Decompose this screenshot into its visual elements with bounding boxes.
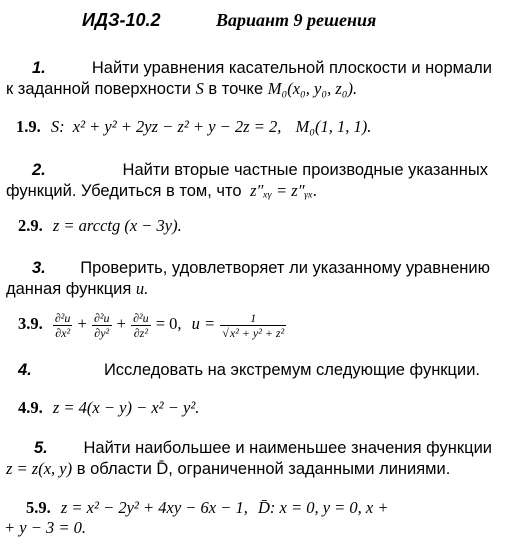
task3-text-a: Проверить, удовлетворяет ли указанному уравнению xyxy=(80,259,490,277)
task1-item-label: 1.9. xyxy=(16,117,41,136)
task5-func: z = z(x, y) xyxy=(6,459,73,478)
task2-number: 2. xyxy=(32,161,46,179)
task1-point: M₀(x₀, y₀, z₀). xyxy=(267,79,358,98)
task4-item xyxy=(18,398,199,418)
plus-sign-2: + xyxy=(116,314,126,333)
d2u-dz2-numerator: ∂²u xyxy=(133,310,149,325)
task1-heading-line2 xyxy=(6,79,357,99)
task2-function: z = arcctg (x − 3y). xyxy=(52,216,182,235)
task5-heading-line2 xyxy=(6,459,450,479)
task2-text-a: Найти вторые частные производные указанных xyxy=(122,161,488,179)
task1-equation: x² + y² + 2yz − z² + y − 2z = 2, xyxy=(72,117,282,136)
task4-number: 4. xyxy=(18,361,32,379)
task4-heading xyxy=(18,360,480,380)
task1-heading-line1 xyxy=(32,58,492,78)
task4-item-label: 4.9. xyxy=(18,398,43,417)
task5-function: z = x² − 2y² + 4xy − 6x − 1, xyxy=(60,498,248,517)
u-fraction-numerator: 1 xyxy=(250,310,257,325)
task3-u: u. xyxy=(135,279,149,298)
d2u-dx2-numerator: ∂²u xyxy=(54,310,71,325)
task1-text-a: Найти уравнения касательной плоскости и нормали xyxy=(91,59,492,77)
doc-code: ИДЗ-10.2 xyxy=(82,10,161,30)
plus-sign-1: + xyxy=(77,314,87,333)
task5-function-cont: + y − 3 = 0. xyxy=(4,518,86,537)
task1-text-b: к заданной поверхности xyxy=(6,80,191,98)
task1-item-point: M₀(1, 1, 1). xyxy=(295,117,372,136)
task1-in-point: в точке xyxy=(208,80,264,98)
d2u-dy2-denominator: ∂y² xyxy=(94,325,110,340)
d2u-dy2-numerator: ∂²u xyxy=(93,310,110,325)
task5-item-label: 5.9. xyxy=(26,498,51,517)
d2u-dx2-denominator: ∂x² xyxy=(55,325,71,340)
u-fraction-denominator: √x² + y² + z² xyxy=(222,325,285,340)
task3-heading-line1 xyxy=(32,258,490,278)
task5-text-b: в области D̄, ограниченной заданными линиями. xyxy=(76,460,451,478)
task1-item-s: S: xyxy=(50,117,65,136)
task2-item xyxy=(18,216,182,236)
task5-text-a: Найти наибольшее и наименьшее значения функции xyxy=(83,439,492,457)
task5-item xyxy=(26,498,389,518)
task2-item-label: 2.9. xyxy=(18,216,43,235)
d2u-dz2-fraction xyxy=(131,311,151,340)
task3-item-label: 3.9. xyxy=(18,314,43,333)
task5-number: 5. xyxy=(34,439,48,457)
task5-domain: D̄: x = 0, y = 0, x + xyxy=(257,498,389,517)
task5-heading-line1 xyxy=(34,438,492,458)
d2u-dx2-fraction xyxy=(53,311,73,340)
variant-title: Вариант 9 решения xyxy=(216,10,377,30)
task1-surface-s: S xyxy=(195,79,204,98)
task4-function: z = 4(x − y) − x² − y². xyxy=(52,398,200,417)
task3-text-b: данная функция xyxy=(6,280,132,298)
task2-heading-line2 xyxy=(6,181,317,201)
u-fraction xyxy=(220,311,286,340)
task1-number: 1. xyxy=(32,59,46,77)
task3-heading-line2 xyxy=(6,279,148,299)
u-equals: u = xyxy=(191,314,216,333)
d2u-dy2-fraction xyxy=(92,311,112,340)
d2u-dz2-denominator: ∂z² xyxy=(133,325,148,340)
task2-text-b: функций. Убедиться в том, что xyxy=(6,182,242,200)
task4-text: Исследовать на экстремум следующие функции. xyxy=(103,361,480,379)
task3-item xyxy=(18,306,287,342)
task2-equality: z″ₓᵧ = z″ᵧₓ. xyxy=(250,181,318,200)
task1-item xyxy=(16,117,371,137)
radicand: x² + y² + z² xyxy=(229,325,285,340)
equals-zero: = 0, xyxy=(155,314,182,333)
task3-number: 3. xyxy=(32,259,46,277)
task2-heading-line1 xyxy=(32,160,488,180)
